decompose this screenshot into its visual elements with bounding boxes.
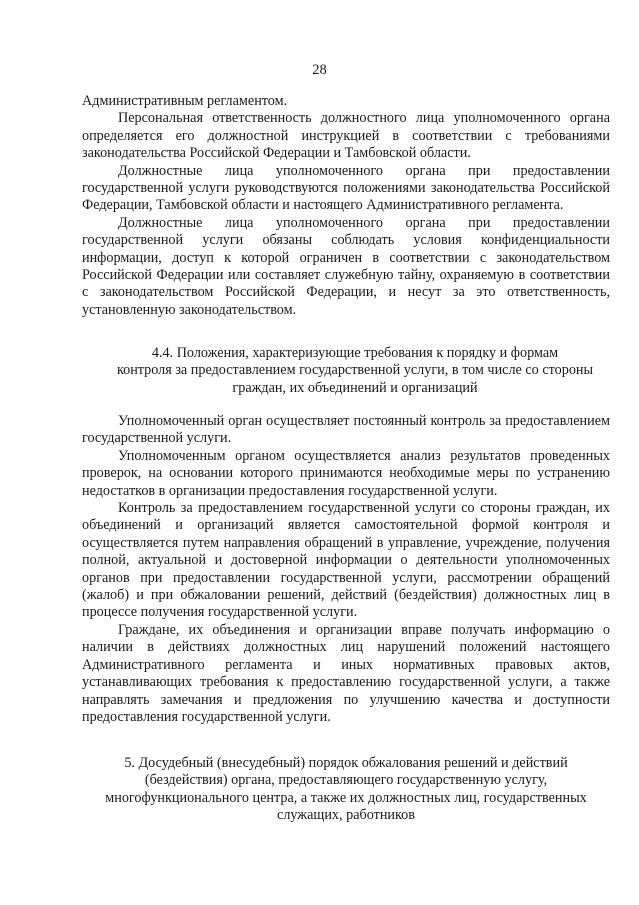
body-text-block — [82, 93, 610, 319]
paragraph: Граждане, их объединения и организации вправе получать информацию о наличии в действиях должностных лиц нарушений положений настоящего Административного регламента и иных нормативных правовых актов, устанавливающих требования к предоставлению государственной услуги, а также направлять замечания и предложения по улучшению качества и доступности предоставления государственной услуги. — [82, 621, 610, 725]
section-4-4-body — [82, 413, 610, 726]
heading-line: 5. Досудебный (внесудебный) порядок обжалования решений и действий — [124, 755, 568, 771]
section-heading-4-4 — [100, 345, 610, 397]
heading-line: граждан, их объединений и организаций — [232, 379, 478, 396]
paragraph: Уполномоченный орган осуществляет постоянный контроль за предоставлением государственной услуги. — [82, 413, 610, 447]
paragraph: Административным регламентом. — [82, 93, 288, 109]
paragraph: Контроль за предоставлением государственной услуги со стороны граждан, их объединений и организаций является самостоятельной формой контроля и осуществляется путем направления обращений в управление, учреждение, получения полной, актуальной и достоверной информации о деятельности уполномоченных органов при предоставлении государственной услуги, рассмотрении обращений (жалоб) и при обжаловании решений, действий (бездействия) должностных лиц в процессе получения государственной услуги. — [82, 500, 610, 621]
heading-line: (бездействия) органа, предоставляющего государственную услугу, — [144, 772, 548, 789]
heading-line: контроля за предоставлением государственной услуги, в том числе со стороны — [116, 362, 594, 379]
heading-line: многофункционального центра, а также их должностных лиц, государственных — [105, 789, 587, 806]
heading-line: 4.4. Положения, характеризующие требования к порядку и формам — [151, 345, 559, 361]
section-heading-5 — [82, 755, 610, 825]
paragraph: Должностные лица уполномоченного органа при предоставлении государственной услуги руководствуются положениями законодательства Российской Федерации, Тамбовской области и настоящего Административного регламента. — [82, 162, 610, 214]
heading-line: служащих, работников — [277, 807, 415, 824]
paragraph: Персональная ответственность должностного лица уполномоченного органа определяется его должностной инструкцией в соответствии с требованиями законодательства Российской Федерации и Тамбовской области. — [82, 110, 610, 162]
paragraph: Уполномоченным органом осуществляется анализ результатов проведенных проверок, на основании которого принимаются необходимые меры по устранению недостатков в организации предоставления государственной услуги. — [82, 447, 610, 499]
page-number: 28 — [312, 62, 327, 78]
paragraph: Должностные лица уполномоченного органа при предоставлении государственной услуги обязаны соблюдать условия конфиденциальности информации, доступ к которой ограничен в соответствии с законодательством Российской Федерации или составляет служебную тайну, охраняемую в соответствии с законодательством Российской Федерации, и несут за это ответственность, установленную законодательством. — [82, 214, 610, 318]
